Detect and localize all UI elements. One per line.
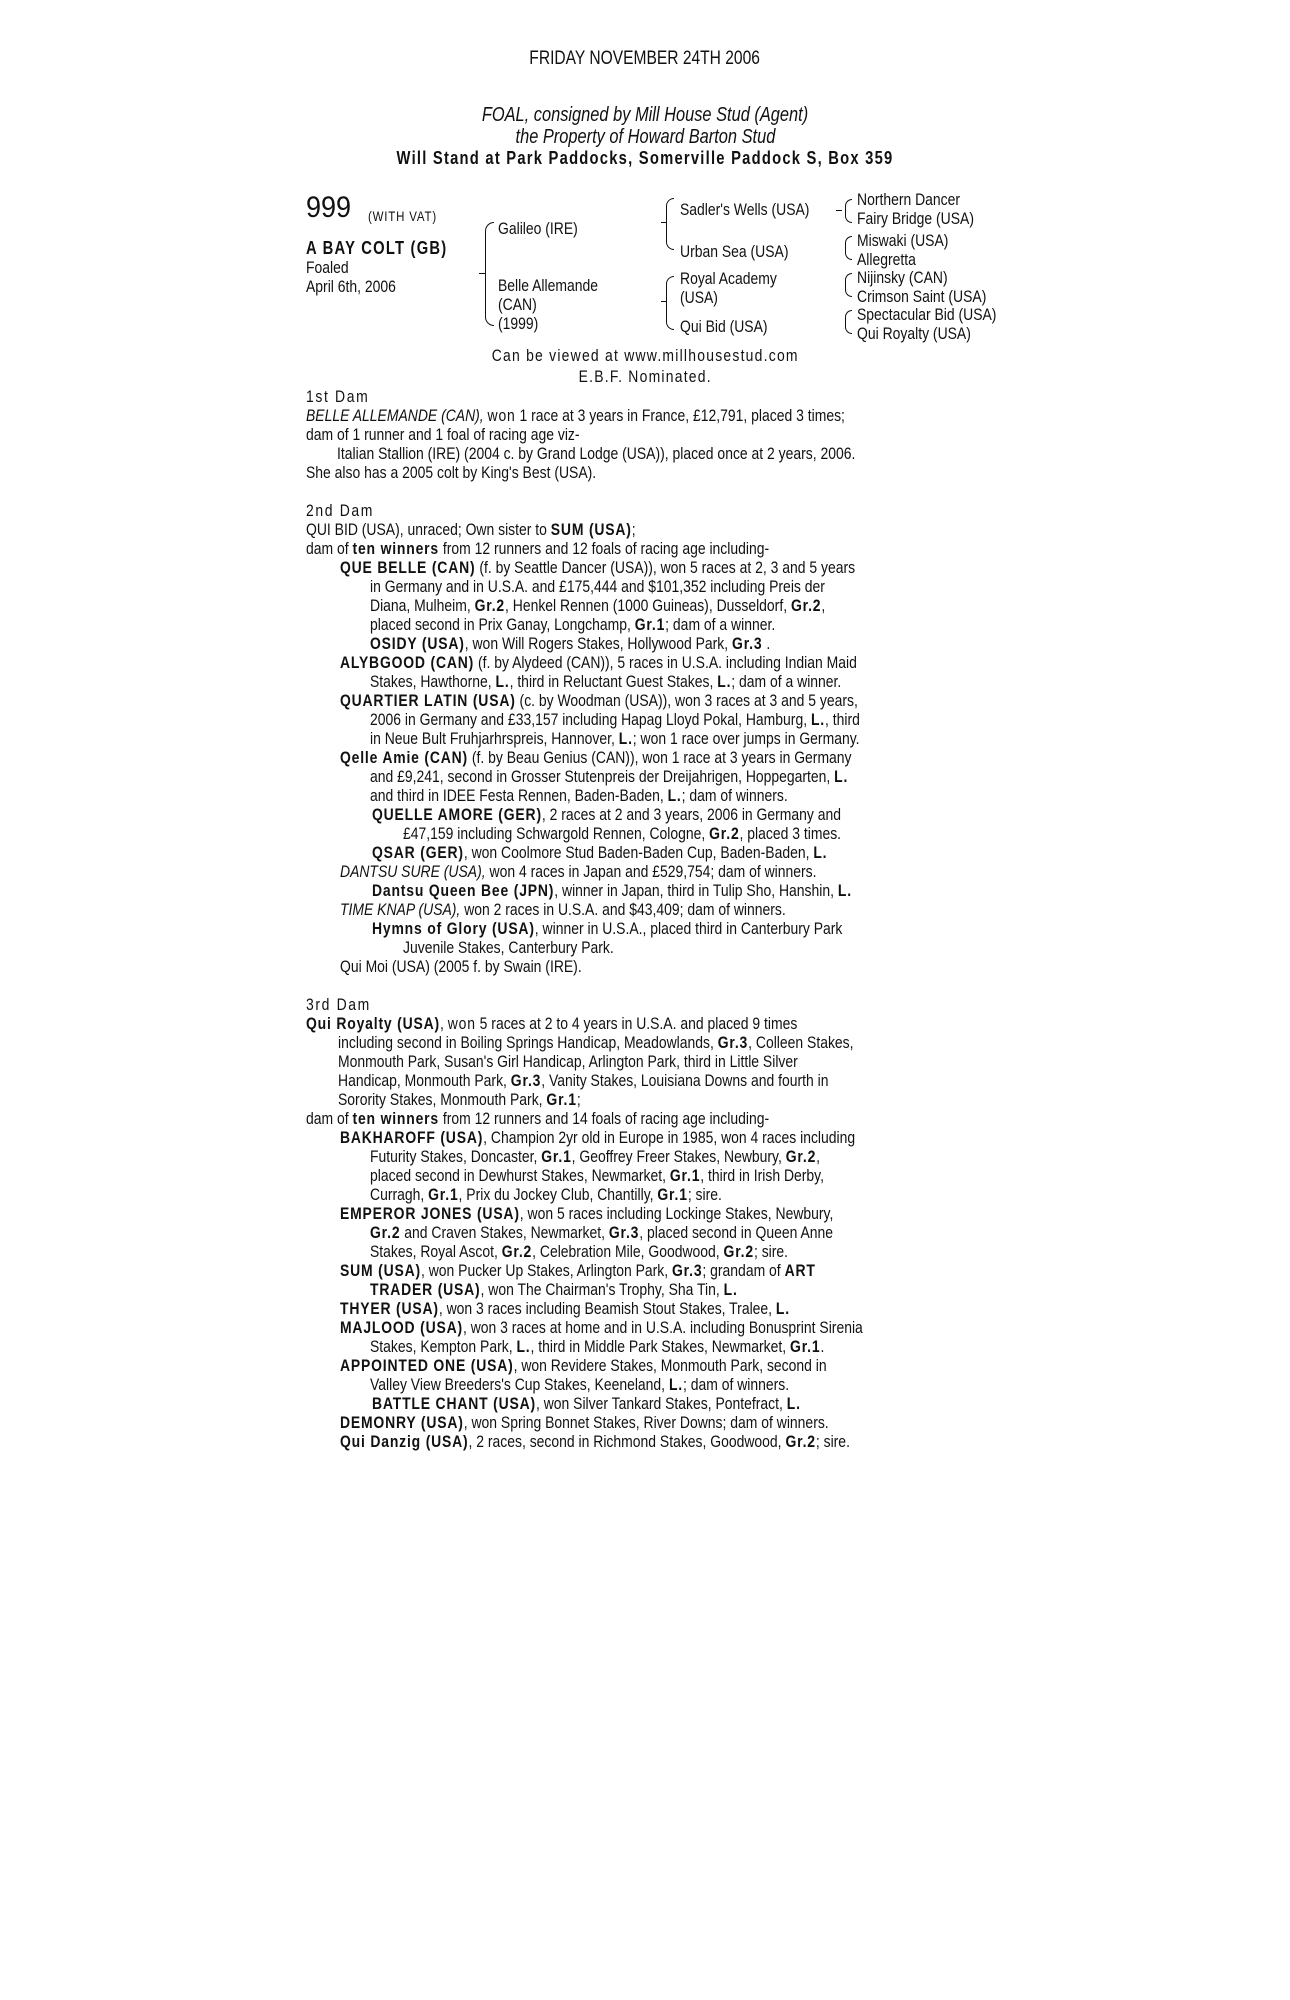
foaled-label: Foaled bbox=[306, 258, 349, 277]
lot-number: 999 bbox=[306, 191, 352, 224]
quartier-latin-line-3: in Neue Bult Fruhjarhrspreis, Hannover, L.; won 1 race over jumps in Germany. bbox=[370, 729, 860, 748]
qsar-line: QSAR (GER), won Coolmore Stud Baden-Baden Cup, Baden-Baden, L. bbox=[372, 843, 828, 862]
consignor-line: FOAL, consigned by Mill House Stud (Agent) bbox=[481, 104, 809, 126]
emperor-jones-line-1: EMPEROR JONES (USA), won 5 races including Lockinge Stakes, Newbury, bbox=[340, 1204, 834, 1223]
sum-line-2: TRADER (USA), won The Chairman's Trophy, Sha Tin, L. bbox=[370, 1280, 738, 1299]
sire: Galileo (IRE) bbox=[498, 219, 578, 238]
osidy-line: OSIDY (USA), won Will Rogers Stakes, Hollywood Park, Gr.3 . bbox=[370, 634, 771, 653]
ancestor-3: Miswaki (USA) bbox=[857, 231, 949, 250]
ancestor-2: Fairy Bridge (USA) bbox=[857, 209, 974, 228]
pedigree-brace-1 bbox=[485, 222, 494, 326]
que-belle-line-3: Diana, Mulheim, Gr.2, Henkel Rennen (1000 Guineas), Dusseldorf, Gr.2, bbox=[370, 596, 826, 615]
qui-danzig-line: Qui Danzig (USA), 2 races, second in Richmond Stakes, Goodwood, Gr.2; sire. bbox=[340, 1432, 850, 1451]
ancestor-8: Qui Royalty (USA) bbox=[857, 324, 971, 343]
lot-description: A BAY COLT (GB) bbox=[306, 238, 448, 258]
pedigree-brace-2 bbox=[666, 198, 674, 250]
ancestor-1: Northern Dancer bbox=[857, 190, 961, 209]
viewing-line: Can be viewed at www.millhousestud.com bbox=[491, 346, 799, 365]
dam-country: (CAN) bbox=[498, 295, 537, 314]
first-dam-line-1: BELLE ALLEMANDE (CAN), won 1 race at 3 years in France, £12,791, placed 3 times; bbox=[306, 406, 845, 425]
bakharoff-line-1: BAKHAROFF (USA), Champion 2yr old in Europe in 1985, won 4 races including bbox=[340, 1128, 856, 1147]
thyer-line: THYER (USA), won 3 races including Beamish Stout Stakes, Tralee, L. bbox=[340, 1299, 790, 1318]
ebf-line: E.B.F. Nominated. bbox=[578, 367, 712, 386]
battle-chant-line: BATTLE CHANT (USA), won Silver Tankard Stakes, Pontefract, L. bbox=[372, 1394, 801, 1413]
ancestor-6: Crimson Saint (USA) bbox=[857, 287, 987, 306]
location-line: Will Stand at Park Paddocks, Somerville Paddock S, Box 359 bbox=[396, 148, 894, 168]
qui-royalty-line-3: Monmouth Park, Susan's Girl Handicap, Arlington Park, third in Little Silver bbox=[338, 1052, 798, 1071]
ancestor-7: Spectacular Bid (USA) bbox=[857, 305, 997, 324]
alybgood-line-2: Stakes, Hawthorne, L., third in Reluctant Guest Stakes, L.; dam of a winner. bbox=[370, 672, 842, 691]
dam-sire-name: Royal Academy bbox=[680, 269, 777, 288]
pedigree-brace-2-tip bbox=[661, 222, 667, 223]
qui-royalty-line-1: Qui Royalty (USA), won 5 races at 2 to 4 years in U.S.A. and placed 9 times bbox=[306, 1014, 798, 1033]
appointed-one-line-2: Valley View Breeders's Cup Stakes, Keeneland, L.; dam of winners. bbox=[370, 1375, 790, 1394]
dantsu-sure-line: DANTSU SURE (USA), won 4 races in Japan and £529,754; dam of winners. bbox=[340, 862, 817, 881]
first-dam-line-2: dam of 1 runner and 1 foal of racing age viz- bbox=[306, 425, 580, 444]
emperor-jones-line-3: Stakes, Royal Ascot, Gr.2, Celebration Mile, Goodwood, Gr.2; sire. bbox=[370, 1242, 789, 1261]
quelle-amore-line-2: £47,159 including Schwargold Rennen, Cologne, Gr.2, placed 3 times. bbox=[403, 824, 842, 843]
majlood-line-2: Stakes, Kempton Park, L., third in Middle Park Stakes, Newmarket, Gr.1. bbox=[370, 1337, 825, 1356]
pedigree-brace-1-tip bbox=[479, 273, 485, 274]
pedigree-brace-3 bbox=[666, 276, 674, 330]
qui-moi-line: Qui Moi (USA) (2005 f. by Swain (IRE). bbox=[340, 957, 582, 976]
second-dam-line-1: QUI BID (USA), unraced; Own sister to SUM (USA); bbox=[306, 520, 636, 539]
sum-line-1: SUM (USA), won Pucker Up Stakes, Arlington Park, Gr.3; grandam of ART bbox=[340, 1261, 816, 1280]
sale-date: FRIDAY NOVEMBER 24TH 2006 bbox=[529, 48, 761, 69]
dantsu-queen-bee-line: Dantsu Queen Bee (JPN), winner in Japan, third in Tulip Sho, Hanshin, L. bbox=[372, 881, 852, 900]
qui-royalty-line-2: including second in Boiling Springs Handicap, Meadowlands, Gr.3, Colleen Stakes, bbox=[338, 1033, 854, 1052]
qelle-amie-line-3: and third in IDEE Festa Rennen, Baden-Baden, L.; dam of winners. bbox=[370, 786, 788, 805]
ancestor-5: Nijinsky (CAN) bbox=[857, 268, 948, 287]
sire-sire: Sadler's Wells (USA) bbox=[680, 200, 810, 219]
second-dam-line-2: dam of ten winners from 12 runners and 12 foals of racing age including- bbox=[306, 539, 770, 558]
qelle-amie-line-1: Qelle Amie (CAN) (f. by Beau Genius (CAN)), won 1 race at 3 years in Germany bbox=[340, 748, 852, 767]
quartier-latin-line-1: QUARTIER LATIN (USA) (c. by Woodman (USA)), won 3 races at 3 and 5 years, bbox=[340, 691, 858, 710]
dam-sire-country: (USA) bbox=[680, 288, 718, 307]
que-belle-line-2: in Germany and in U.S.A. and £175,444 and $101,352 including Preis der bbox=[370, 577, 825, 596]
third-dam-heading: 3rd Dam bbox=[306, 995, 371, 1014]
quartier-latin-line-2: 2006 in Germany and £33,157 including Hapag Lloyd Pokal, Hamburg, L., third bbox=[370, 710, 860, 729]
pedigree-brace-7 bbox=[845, 310, 852, 334]
first-dam-heading: 1st Dam bbox=[306, 387, 370, 406]
sire-dam: Urban Sea (USA) bbox=[680, 242, 789, 261]
hymns-line-2: Juvenile Stakes, Canterbury Park. bbox=[403, 938, 614, 957]
bakharoff-line-3: placed second in Dewhurst Stakes, Newmarket, Gr.1, third in Irish Derby, bbox=[370, 1166, 824, 1185]
vat-note: (WITH VAT) bbox=[368, 208, 437, 224]
demonry-line: DEMONRY (USA), won Spring Bonnet Stakes, River Downs; dam of winners. bbox=[340, 1413, 829, 1432]
foaled-date: April 6th, 2006 bbox=[306, 277, 396, 296]
first-dam-line-4: She also has a 2005 colt by King's Best (USA). bbox=[306, 463, 597, 482]
qelle-amie-line-2: and £9,241, second in Grosser Stutenpreis der Dreijahrigen, Hoppegarten, L. bbox=[370, 767, 849, 786]
property-line: the Property of Howard Barton Stud bbox=[515, 126, 775, 148]
alybgood-line-1: ALYBGOOD (CAN) (f. by Alydeed (CAN)), 5 races in U.S.A. including Indian Maid bbox=[340, 653, 857, 672]
dam-year: (1999) bbox=[498, 314, 539, 333]
hymns-line-1: Hymns of Glory (USA), winner in U.S.A., placed third in Canterbury Park bbox=[372, 919, 843, 938]
appointed-one-line-1: APPOINTED ONE (USA), won Revidere Stakes, Monmouth Park, second in bbox=[340, 1356, 827, 1375]
quelle-amore-line-1: QUELLE AMORE (GER), 2 races at 2 and 3 years, 2006 in Germany and bbox=[372, 805, 842, 824]
third-dam-record-line: dam of ten winners from 12 runners and 14 foals of racing age including- bbox=[306, 1109, 770, 1128]
pedigree-brace-4-tip bbox=[836, 210, 842, 211]
ancestor-4: Allegretta bbox=[857, 250, 916, 269]
time-knap-line: TIME KNAP (USA), won 2 races in U.S.A. and $43,409; dam of winners. bbox=[340, 900, 786, 919]
pedigree-brace-5 bbox=[845, 236, 852, 260]
qui-royalty-line-4: Handicap, Monmouth Park, Gr.3, Vanity Stakes, Louisiana Downs and fourth in bbox=[338, 1071, 829, 1090]
qui-royalty-line-5: Sorority Stakes, Monmouth Park, Gr.1; bbox=[338, 1090, 581, 1109]
pedigree-brace-3-tip bbox=[661, 301, 667, 302]
pedigree-brace-4 bbox=[845, 199, 852, 223]
majlood-line-1: MAJLOOD (USA), won 3 races at home and in U.S.A. including Bonusprint Sirenia bbox=[340, 1318, 863, 1337]
first-dam-line-3: Italian Stallion (IRE) (2004 c. by Grand Lodge (USA)), placed once at 2 years, 2006. bbox=[337, 444, 856, 463]
pedigree-brace-6 bbox=[845, 273, 852, 297]
bakharoff-line-4: Curragh, Gr.1, Prix du Jockey Club, Chantilly, Gr.1; sire. bbox=[370, 1185, 722, 1204]
emperor-jones-line-2: Gr.2 and Craven Stakes, Newmarket, Gr.3, placed second in Queen Anne bbox=[370, 1223, 834, 1242]
bakharoff-line-2: Futurity Stakes, Doncaster, Gr.1, Geoffrey Freer Stakes, Newbury, Gr.2, bbox=[370, 1147, 821, 1166]
dam-name: Belle Allemande bbox=[498, 276, 598, 295]
dam-dam: Qui Bid (USA) bbox=[680, 317, 768, 336]
second-dam-heading: 2nd Dam bbox=[306, 501, 375, 520]
que-belle-line-4: placed second in Prix Ganay, Longchamp, Gr.1; dam of a winner. bbox=[370, 615, 776, 634]
que-belle-line-1: QUE BELLE (CAN) (f. by Seattle Dancer (USA)), won 5 races at 2, 3 and 5 years bbox=[340, 558, 856, 577]
